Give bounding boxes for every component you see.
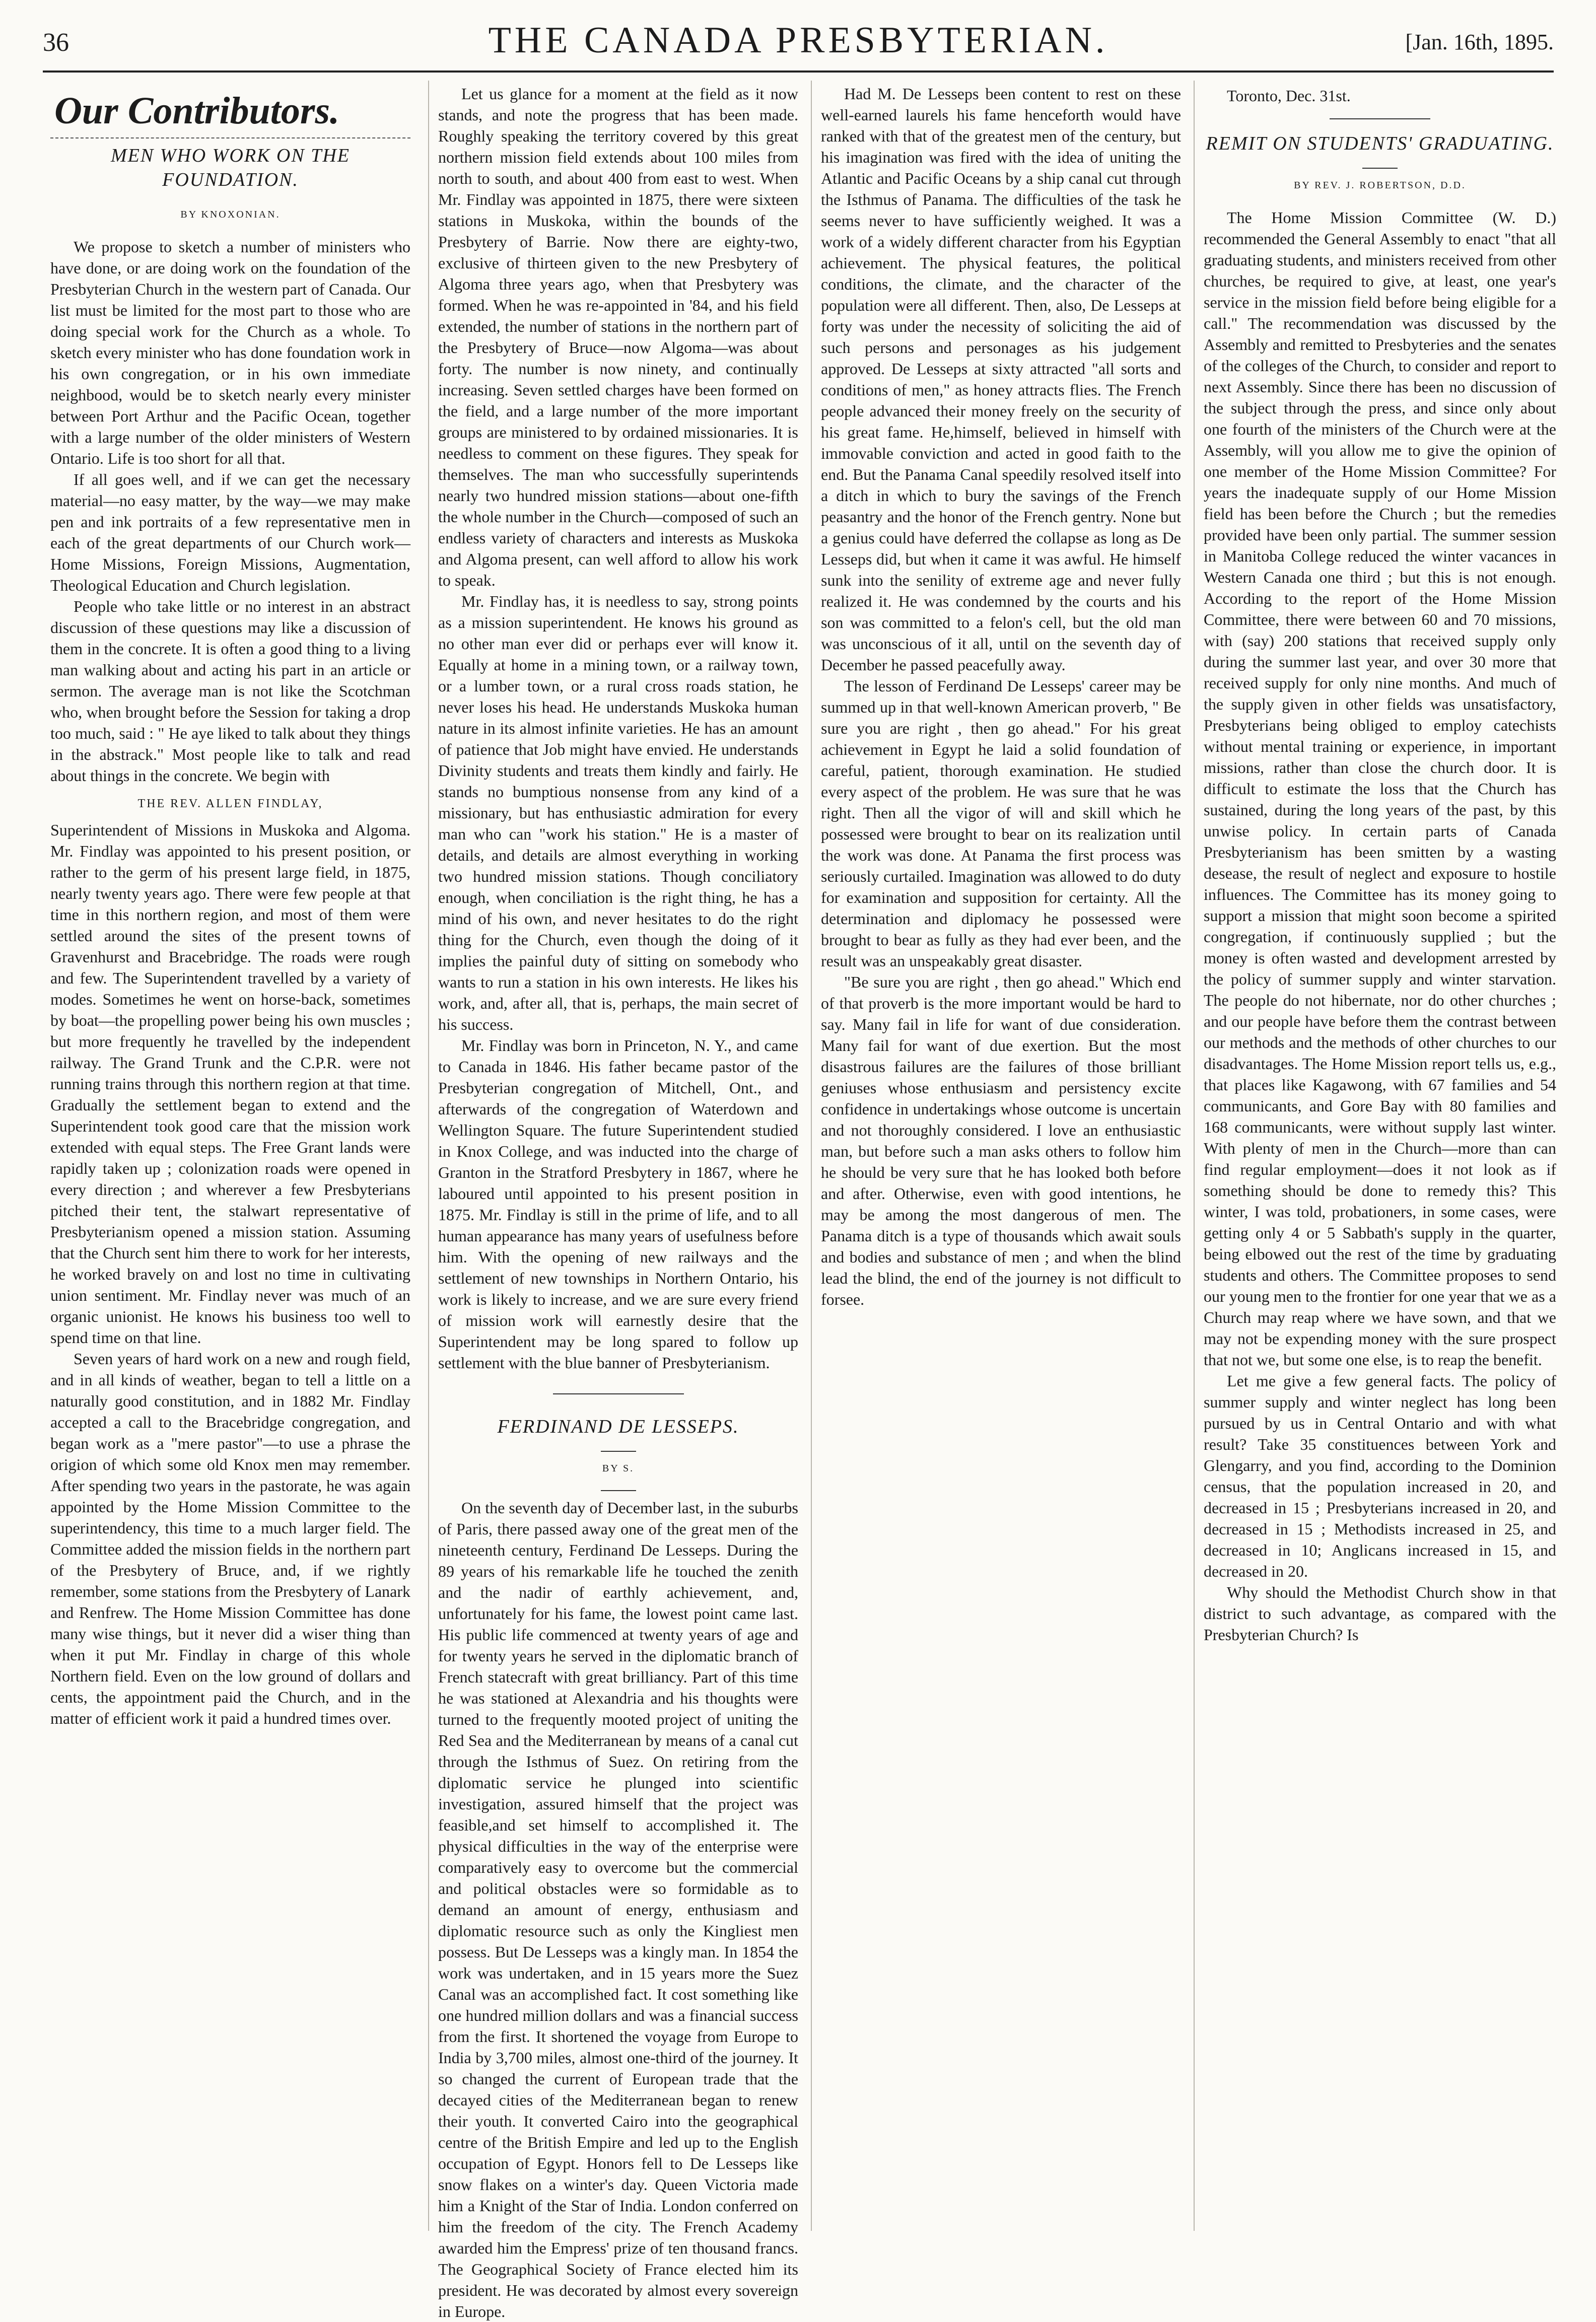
byline: BY REV. J. ROBERTSON, D.D. (1294, 180, 1466, 191)
byline: BY KNOXONIAN. (180, 209, 281, 220)
subheading: THE REV. ALLEN FINDLAY, (137, 797, 323, 810)
masthead (43, 10, 1554, 71)
paragraph: Let me give a few general facts. The policy of summer supply and winter neglect has long been pursued by us in Central Ontario and with what result? Take 35 constituences between York and Glengarry, and you find, according to the Dominion census, that the population increased in 20, and decreased in 15 ; Presbyterians increased in 20, and decreased in 15 ; Methodists increased in 25, and decreased in 10; Anglicans increased in 15, and decreased in 20. (1204, 1372, 1556, 1580)
column-divider (428, 81, 429, 2231)
column-2 (438, 83, 798, 2320)
paragraph: Seven years of hard work on a new and rough field, and in all kinds of weather, began to tell a little on a naturally good constitution, and in 1882 Mr. Findlay accepted a call to the Bracebridge congregation, and began work as a "mere pastor"—to use a phrase the origion of which some old Knox men may remember. After spending two years in the pastorate, he was again appointed by the Home Mission Committee to the superintendency, this time to a much larger field. The Committee added the mission fields in the northern part of the Presbytery of Bruce, and, if we rightly remember, some stations from the Presbytery of Lanark and Renfrew. The Home Mission Committee has done many wise things, but it never did a wiser thing than when it put Mr. Findlay in charge of this whole Northern field. Even on the low ground of dollars and cents, the appointment paid the Church, and in the matter of efficient work it paid a hundred times over. (50, 1350, 410, 1727)
paragraph: On the seventh day of December last, in the suburbs of Paris, there passed away one of the great men of the nineteenth century, Ferdinand De Lesseps. During the 89 years of his remarkable life he touched the zenith and the nadir of earthly achievement, and, unfortunately for his fame, the lowest point came last. His public life commenced at twenty years of age and for twenty years he served in the diplomatic branch of French statecraft with great brilliancy. Part of this time he was stationed at Alexandria and his thoughts were turned to the frequently mooted project of uniting the Red Sea and the Mediterranean by means of a canal cut through the Isthmus of Suez. On retiring from the diplomatic service he plunged into scientific investigation, assured himself that the project was feasible,and set himself to accomplished it. The physical difficulties in the way of the enterprise were comparatively easy to overcome but the commercial and political obstacles were so formidable as to demand an amount of energy, enthusiasm and diplomatic resource such as only the Kingliest men possess. But De Lesseps was a kingly man. In 1854 the work was undertaken, and in 15 years more the Suez Canal was an accomplished fact. It cost something like one hundred million dollars and was a financial success from the first. It shortened the voyage from Europe to India by 3,700 miles, almost one-third of the journey. It so changed the current of European trade that the decayed cities of the Mediterranean began to renew their youth. It converted Cairo into the geographical centre of the British Empire and led up to the English occupation of Egypt. Honors fell to De Lesseps like snow flakes on a winter's day. Queen Victoria made him a Knight of the Star of India. London conferred on him the freedom of the city. The French Academy awarded him the Empress' prize of ten thousand francs. The Geographical Society of France elected him its president. He was decorated by almost every sovereign in Europe. (438, 1499, 798, 2320)
paragraph: People who take little or no interest in an abstract discussion of these questions may like a discussion of them in the concrete. It is often a good thing to a living man walking about and acting his part in an article or sermon. The average man is not like the Scotchman who, when brought before the Session for taking a drop too much, said : " He aye liked to talk about they things in the abstrack." Most people like to talk and read about things in the concrete. We begin with (50, 597, 410, 785)
paragraph: We propose to sketch a number of ministers who have done, or are doing work on the foundation of the Presbyterian Church in the western part of Canada. Our list must be limited for the most part to those who are doing special work for the Church as a whole. To sketch every minister who has done foundation work in his own congregation, or in his own immediate neighbood, would be to sketch nearly every minister between Port Arthur and the Pacific Ocean, together with a large number of the older ministers of Western Ontario. Life is too short for all that. (50, 238, 410, 467)
paragraph: Mr. Findlay has, it is needless to say, strong points as a mission superintendent. He knows his ground as no other man ever did or perhaps ever will know it. Equally at home in a mining town, or a railway town, or a lumber town, or a rural cross roads station, he never loses his head. He understands Muskoka human nature in its almost infinite varieties. He has an amount of patience that Job might have envied. He understands Divinity students and treats them kindly and fairly. He stands no bumptious nonsense from any kind of a missionary, but has enthusiastic admiration for every man who can "work his station." He is a master of details, and details are almost everything in working two hundred mission stations. Though conciliatory enough, when conciliation is the right thing, he has a mind of his own, and never hesitates to do the right thing for the Church, even though the doing of it implies the painful duty of sitting on somebody who wants to run a station in his own interests. He likes his work, and, after all, that is, perhaps, the main secret of his success. (438, 592, 798, 1033)
short-rule (601, 1451, 636, 1452)
article-separator (553, 1393, 684, 1394)
paragraph: The Home Mission Committee (W. D.) recommended the General Assembly to enact "that all graduating students, and ministers received from other churches, be required to give, at least, one year's service in the mission field before being eligible for a call." The recommendation was discussed by the Assembly and remitted to Presbyteries and the senates of the colleges of the Church, to consider and report to next Assembly. Since there has been no discussion of the subject through the press, and since only about one fourth of the ministers of the Church were at the Assembly, will you allow me to give the opinion of one member of the Home Mission Committee? For years the inadequate supply of our Home Mission field has been before the Church ; but the remedies provided have been only partial. The summer session in Manitoba College reduced the winter vacances in Western Canada one third ; but this is not enough. According to the report of the Home Mission Committee, there were between 60 and 70 missions, with (say) 200 stations that received supply only during the summer last year, and over 30 more that received supply for only nine months. And much of the supply given in other fields was unsatisfactory, Presbyterians being obliged to employ catechists without mental training or experience, in important missions, rather than close the church door. It is difficult to estimate the loss that the Church has sustained, during the long years of the past, by this unwise policy. In certain parts of Canada Presbyterianism has been smitten by a wasting desease, the result of neglect and exposure to hostile influences. The Committee has its money going to support a mission that might soon become a spirited congregation, if continuously supplied ; but the money is often wasted and development arrested by the policy of summer supply and winter starvation. The people do not hibernate, nor do other churches ; and our people have before them the contrast between our methods and the methods of other churches to our disadvantages. The Home Mission report tells us, e.g., that places like Kagawong, with 67 families and 54 communicants, and Gore Bay with 80 families and 168 communicants, were without supply last winter. With plenty of men in the Church—more than can find regular employment—does it not look as if something should be done to remedy this? This winter, I was told, probationers, in some cases, were getting only 4 or 5 Sabbath's supply in the quarter, being elbowed out the rest of the time by graduating students and others. The Committee proposes to send our young men to the frontier for one year that we as a Church may reap where we have sown, and that we may not be expending money with the sure prospect that not we, but some one else, is to reap the benefit. (1204, 208, 1556, 1369)
paragraph: "Be sure you are right , then go ahead." Which end of that proverb is the more important would be hard to say. Many fail in life for want of due consideration. Many fail for want of due exertion. But the most disastrous failures are the failures of those brilliant geniuses whose enthusiasm and persistency excite confidence in undertakings whose outcome is uncertain and not thoroughly considered. I love an enthusiastic man, but before such a man asks others to follow him he should be very sure that he has looked both before and after. Otherwise, even with good intentions, he may be among the most dangerous of men. The Panama ditch is a type of thousands which await souls and bodies and substance of men ; and when the blind lead the blind, the end of the journey is not difficult to forsee. (821, 973, 1181, 1308)
article-title: FERDINAND DE LESSEPS. (497, 1416, 739, 1437)
masthead-rule (43, 71, 1554, 73)
paragraph: Let us glance for a moment at the field as it now stands, and note the progress that has been made. Roughly speaking the territory covered by this great northern mission field extends about 100 miles from north to south, and about 400 from east to west. When Mr. Findlay was appointed in 1875, there were sixteen stations in Muskoka, within the bounds of the Presbytery of Barrie. Now there are eighty-two, exclusive of thirteen given to the new Presbytery of Algoma three years ago, when that Presbytery was formed. When he was re-appointed in '84, and his field extended, the number of stations in the northern part of the Presbytery of Bruce—now Algoma—was about forty. The number is now ninety, and continually increasing. Seven settled charges have been formed on the field, and a large number of the more important groups are ministered to by ordained missionaries. It is needless to comment on these figures. They speak for themselves. The man who successfully superintends nearly two hundred mission stations—about one-fifth the whole number in the Church—composed of such an endless variety of characters and interests as Muskoka and Algoma present, can well afford to allow his work to speak. (438, 85, 798, 589)
paragraph: The lesson of Ferdinand De Lesseps' career may be summed up in that well-known American proverb, " Be sure you are right , then go ahead." For his great achievement in Egypt he laid a solid foundation of careful, patient, thorough examination. He studied every aspect of the problem. He was sure that he was right. Then all the vigor of will and skill which he possessed were brought to bear on its realization until the work was done. At Panama the first process was seriously curtailed. Imagination was allowed to do duty for examination and supposition for certainty. All the determination and diplomacy he possessed were brought to bear as fully as they had ever been, and the result was an unspeakably great disaster. (821, 677, 1181, 970)
article-title: REMIT ON STUDENTS' GRADUATING. (1206, 133, 1554, 154)
short-rule (601, 1490, 636, 1491)
article-title: MEN WHO WORK ON THE FOUNDATION. (111, 145, 350, 190)
paragraph: Why should the Methodist Church show in that district to such advantage, as compared with the Presbyterian Church? Is (1204, 1583, 1556, 1644)
page-number: 36 (43, 28, 69, 57)
column-3 (821, 83, 1181, 2248)
article-separator (1330, 118, 1430, 119)
dashed-rule (50, 137, 410, 138)
paragraph: Superintendent of Missions in Muskoka and Algoma. Mr. Findlay was appointed to his present position, or rather to the germ of his present large field, in 1875, nearly twenty years ago. There were few people at that time in this northern region, and most of them were settled around the sites of the present towns of Gravenhurst and Bracebridge. The roads were rough and few. The Superintendent travelled by a variety of modes. Sometimes he went on horse-back, sometimes by boat—the propelling power being his own muscles ; but more frequently he travelled by the independent railway. The Grand Trunk and the C.P.R. were not running trains through this northern region at that time. Gradually the settlement began to extend and the Superintendent took good care that the mission work extended with equal steps. The Free Grant lands were rapidly taken up ; colonization roads were opened in every direction ; and wherever a few Presbyterians pitched their tent, the stalwart representative of Presbyterianism opened a mission station. Assuming that the Church sent him there to work for her interests, he worked bravely on and lost no time in cultivating union sentiment. Mr. Findlay never was much of an organic unionist. He knows his business too well to spend time on that line. (50, 821, 410, 1347)
short-rule (1362, 168, 1398, 169)
paper-title: THE CANADA PRESBYTERIAN. (488, 20, 1108, 61)
signoff: Toronto, Dec. 31st. (1227, 87, 1351, 105)
column-4 (1204, 83, 1556, 2248)
department-heading: Our Contributors. (54, 90, 340, 132)
paragraph: If all goes well, and if we can get the necessary material—no easy matter, by the way—we may make pen and ink portraits of a few representative men in each of the great departments of our Church work—Home Missions, Foreign Missions, Augmentation, Theological Education and Church legislation. (50, 470, 410, 594)
paragraph: Had M. De Lesseps been content to rest on these well-earned laurels his fame henceforth would have ranked with that of the greatest men of the century, but his imagination was fired with the idea of uniting the Atlantic and Pacific Oceans by a ship canal cut through the Isthmus of Panama. The difficulties of the task he seems never to have sufficiently weighed. It was a work of a widely different character from his Egyptian achievement. The physical features, the political conditions, the climate, and the character of the population were all different. Then, also, De Lesseps at forty was under the necessity of soliciting the aid of such persons and personages as his judgement approved. De Lesseps at sixty attracted "all sorts and conditions of men," as honey attracts flies. The French people advanced their money freely on the security of his great fame. He,himself, believed in himself with immovable conviction and acted in good faith to the end. But the Panama Canal speedily resolved itself into a ditch in which to bury the savings of the French peasantry and the honor of the French gentry. None but a genius could have deferred the collapse as long as De Lesseps did, but when it came it was awful. He himself sunk into the senility of extreme age and never fully realized it. He was condemned by the courts and his son was committed to a felon's cell, but the old man was unconscious of it all, until on the seventh day of December he passed peacefully away. (821, 85, 1181, 674)
column-1 (50, 83, 410, 2248)
column-divider (811, 81, 812, 2231)
issue-date: [Jan. 16th, 1895. (1405, 30, 1554, 54)
column-divider (1194, 81, 1195, 2231)
paragraph: Mr. Findlay was born in Princeton, N. Y., and came to Canada in 1846. His father became pastor of the Presbyterian congregation of Mitchell, Ont., and afterwards of the congregation of Waterdown and Wellington Square. The future Superintendent studied in Knox College, and was inducted into the charge of Granton in the Stratford Presbytery in 1867, where he laboured until appointed to his present position in 1875. Mr. Findlay is still in the prime of life, and to all human appearance has many years of usefulness before him. With the opening of new railways and the settlement of new townships in Northern Ontario, his work is likely to increase, and we are sure every friend of mission work will earnestly desire that the Superintendent may be long spared to follow up settlement with the blue banner of Presbyterianism. (438, 1036, 798, 1372)
byline: BY S. (602, 1463, 635, 1474)
